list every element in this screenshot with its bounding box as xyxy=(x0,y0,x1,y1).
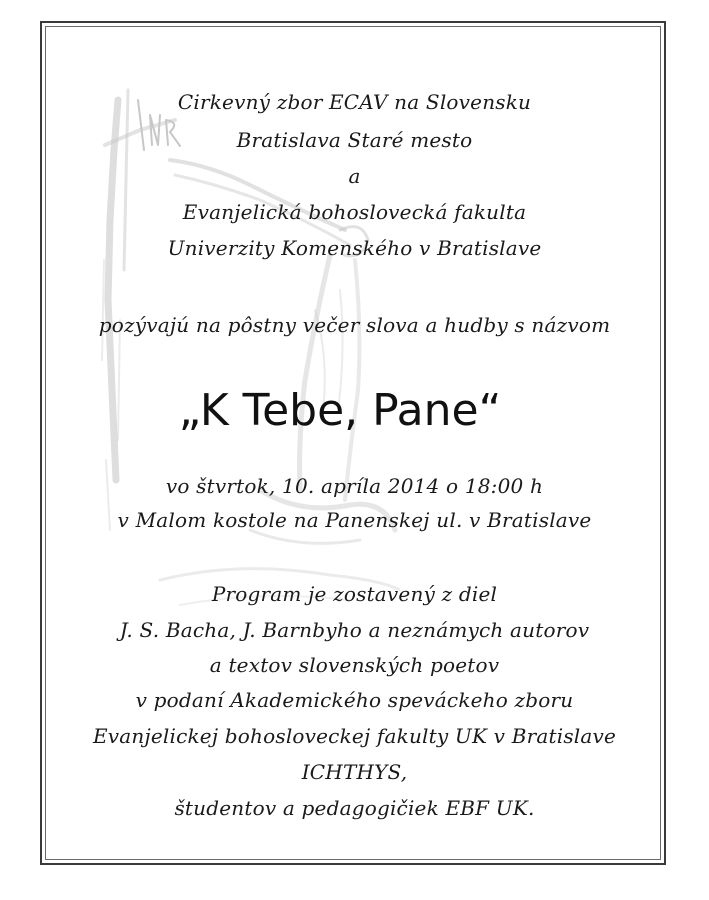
program-line: Program je zostavený z diel xyxy=(211,582,498,606)
event-title: „K Tebe, Pane“ xyxy=(178,385,502,436)
program-line: ICHTHYS, xyxy=(301,760,408,784)
organizer-church-name: Cirkevný zbor ECAV na Slovensku xyxy=(177,90,532,114)
program-line: v podaní Akademického speváckeho zboru xyxy=(135,688,574,712)
event-venue: v Malom kostole na Panenskej ul. v Bratislave xyxy=(117,508,592,532)
conjunction-text: a xyxy=(348,164,361,188)
organizer-faculty-name: Evanjelická bohoslovecká fakulta xyxy=(182,200,527,224)
invitation-text: pozývajú na pôstny večer slova a hudby s názvom xyxy=(98,313,611,337)
program-line: a textov slovenských poetov xyxy=(209,653,500,677)
program-line: študentov a pedagogičiek EBF UK. xyxy=(174,796,535,820)
organizer-church-location: Bratislava Staré mesto xyxy=(236,128,473,152)
organizer-university-name: Univerzity Komenského v Bratislave xyxy=(167,236,542,260)
program-line: J. S. Bacha, J. Barnbyho a neznámych autorov xyxy=(119,618,590,642)
event-date-time: vo štvrtok, 10. apríla 2014 o 18:00 h xyxy=(165,474,544,498)
program-line: Evanjelickej bohosloveckej fakulty UK v Bratislave xyxy=(92,724,617,748)
